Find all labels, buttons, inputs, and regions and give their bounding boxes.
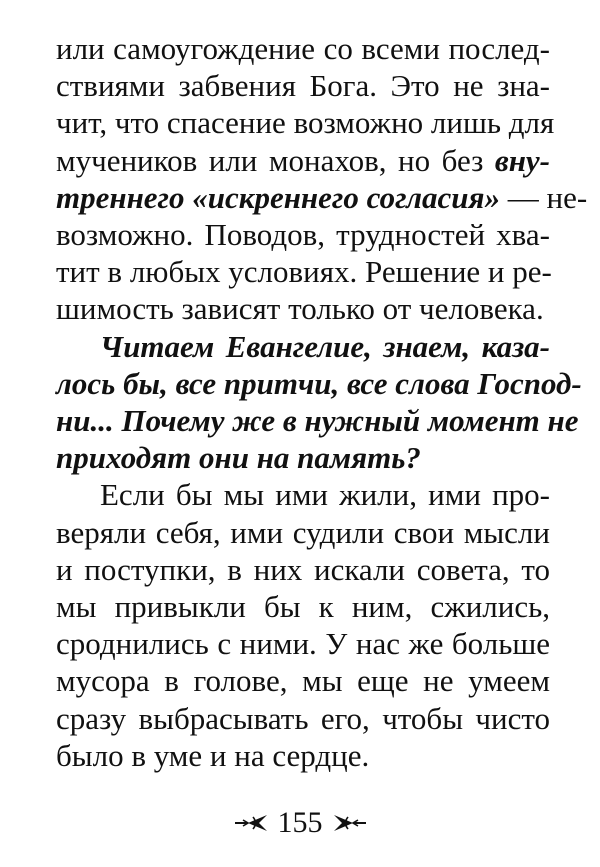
paragraph-2 [56, 476, 550, 774]
text-line: ствиями забвения Бога. Это не зна- [56, 68, 550, 104]
page-number: 155 [277, 806, 323, 839]
text-line: веряли себя, ими судили свои мысли [56, 514, 550, 550]
text-line: сразу выбрасывать его, чтобы чисто [56, 700, 550, 736]
question-line: Читаем Евангелие, знаем, каза- [100, 328, 550, 364]
text-line: или самоугождение со всеми послед- [56, 31, 550, 66]
fleuron-left-icon [234, 812, 270, 834]
paragraph-1 [56, 30, 588, 328]
text-line: Если бы мы ими жили, ими про- [100, 477, 550, 513]
text-line [56, 179, 588, 216]
text-line [56, 142, 550, 179]
text-segment: мучеников или монахов, но без [56, 142, 495, 178]
fleuron-right-icon [331, 812, 367, 834]
text-line: было в уме и на сердце. [56, 737, 370, 773]
book-page-text [56, 30, 588, 774]
question-line: лось бы, все притчи, все слова Господ- [56, 365, 582, 401]
italic-segment: вну- [494, 142, 550, 178]
text-line: мусора в голове, мы еще не умеем [56, 663, 550, 699]
text-line: тит в любых условиях. Решение и ре- [56, 254, 552, 290]
question-line: ни... Почему же в нужный момент не [56, 403, 579, 439]
question-paragraph [56, 328, 582, 477]
text-line: возможно. Поводов, трудностей хва- [56, 217, 550, 253]
question-line: приходят они на память? [56, 440, 421, 476]
text-line: мы привыкли бы к ним, сжились, [56, 589, 550, 625]
text-line: сроднились с ними. У нас же больше [56, 626, 550, 662]
text-line: шимость зависят только от человека. [56, 291, 544, 327]
text-segment: — не- [500, 179, 588, 215]
page-footer [0, 805, 600, 841]
italic-segment: треннего «искреннего согласия» [56, 179, 500, 215]
text-line: и поступки, в них искали совета, то [56, 551, 550, 587]
text-line: чит, что спасение возможно лишь для [56, 105, 555, 141]
